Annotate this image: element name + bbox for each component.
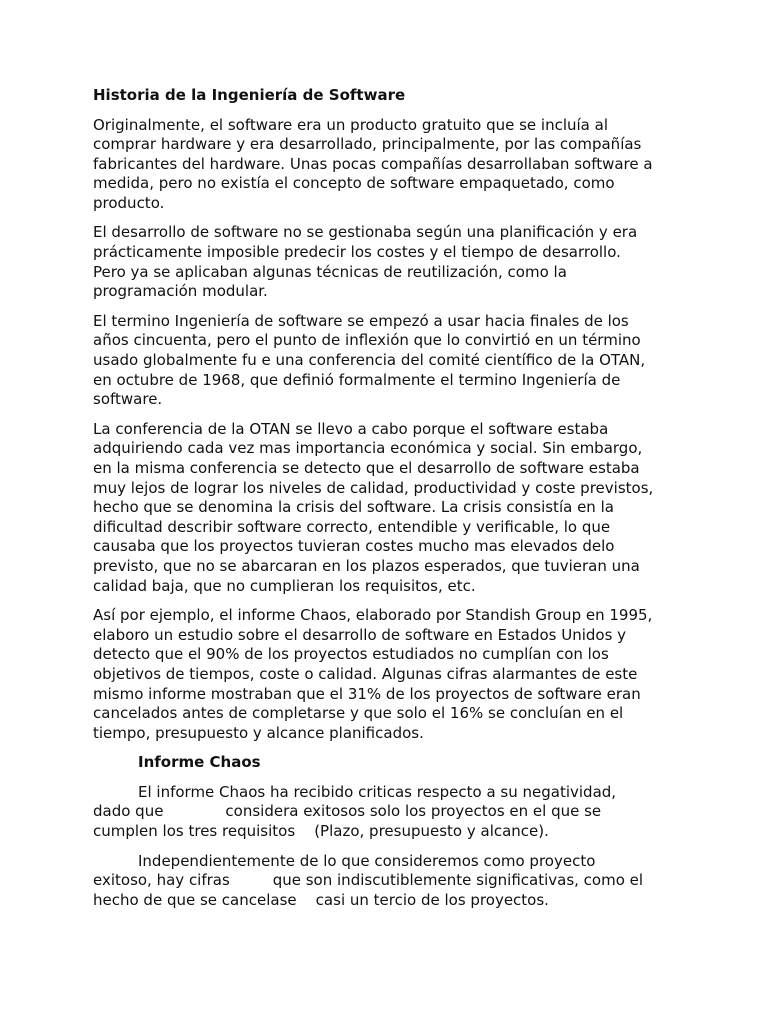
sub-paragraph-1 [93,783,683,842]
text-line: hecho de que se cancelase casi un tercio de los proyectos. [93,890,549,909]
text-line: cancelados antes de completarse y que solo el 16% se concluían en el [93,704,624,723]
text-line: adquiriendo cada vez mas importancia económica y social. Sin embargo, [93,439,643,458]
text-line: prácticamente imposible predecir los costes y el tiempo de desarrollo. [93,243,621,262]
document-title: Historia de la Ingeniería de Software [93,86,406,104]
text-line: en la misma conferencia se detecto que el desarrollo de software estaba [93,459,640,477]
text-line: El desarrollo de software no se gestionaba según una planificación y era [93,223,638,242]
text-line: El termino Ingeniería de software se empezó a usar hacia finales de los [93,311,629,330]
text-line: en octubre de 1968, que definió formalmente el termino Ingeniería de [93,370,621,389]
text-line: muy lejos de lograr los niveles de calidad, productividad y coste previstos, [93,478,654,497]
text-line: causaba que los proyectos tuvieran costes mucho mas elevados delo [93,537,615,556]
text-line: dado que considera exitosos solo los proyectos en el que se [93,802,602,821]
text-line: exitoso, hay cifras que son indiscutiblemente significativas, como el [93,871,644,890]
text-line: comprar hardware y era desarrollado, principalmente, por las compañías [93,135,642,154]
text-line: dificultad describir software correcto, entendible y verificable, lo que [93,517,611,536]
paragraph-3 [93,312,683,410]
text-line: años cincuenta, pero el punto de inflexión que lo convirtió en un término [93,331,641,350]
paragraph-1 [93,116,683,214]
text-line: fabricantes del hardware. Unas pocas compañías desarrollaban software a [93,154,653,173]
text-line: El informe Chaos ha recibido criticas respecto a su negatividad, [138,782,617,801]
text-line: detecto que el 90% de los proyectos estudiados no cumplían con los [93,645,609,664]
text-line: cumplen los tres requisitos (Plazo, presupuesto y alcance). [93,822,549,840]
text-line: objetivos de tiempos, coste o calidad. Algunas cifras alarmantes de este [93,664,638,683]
text-line: Independientemente de lo que consideremos como proyecto [138,851,596,870]
paragraph-2 [93,223,683,301]
text-line: La conferencia de la OTAN se llevo a cabo porque el software estaba [93,419,609,438]
text-line: mismo informe mostraban que el 31% de los proyectos de software eran [93,684,641,703]
section-heading: Informe Chaos [138,753,261,772]
text-line: programación modular. [93,282,268,301]
text-line: previsto, que no se abarcaran en los plazos esperados, que tuvieran una [93,556,640,575]
text-line: Así por ejemplo, el informe Chaos, elaborado por Standish Group en 1995, [93,606,653,625]
text-line: software. [93,390,163,409]
paragraph-4 [93,420,683,596]
text-line: calidad baja, que no cumplieran los requisitos, etc. [93,576,476,595]
text-line: Pero ya se aplicaban algunas técnicas de reutilización, como la [93,262,567,281]
text-line: medida, pero no existía el concepto de software empaquetado, como [93,174,615,193]
paragraph-5 [93,606,683,743]
text-line: Originalmente, el software era un producto gratuito que se incluía al [93,115,608,134]
text-line: elaboro un estudio sobre el desarrollo de software en Estados Unidos y [93,625,627,644]
text-line: tiempo, presupuesto y alcance planificados. [93,723,424,742]
document-page [93,86,683,920]
sub-paragraph-2 [93,852,683,911]
text-line: usado globalmente fu e una conferencia del comité científico de la OTAN, [93,351,646,370]
text-line: producto. [93,193,165,212]
text-line: hecho que se denomina la crisis del software. La crisis consistía en la [93,498,614,517]
